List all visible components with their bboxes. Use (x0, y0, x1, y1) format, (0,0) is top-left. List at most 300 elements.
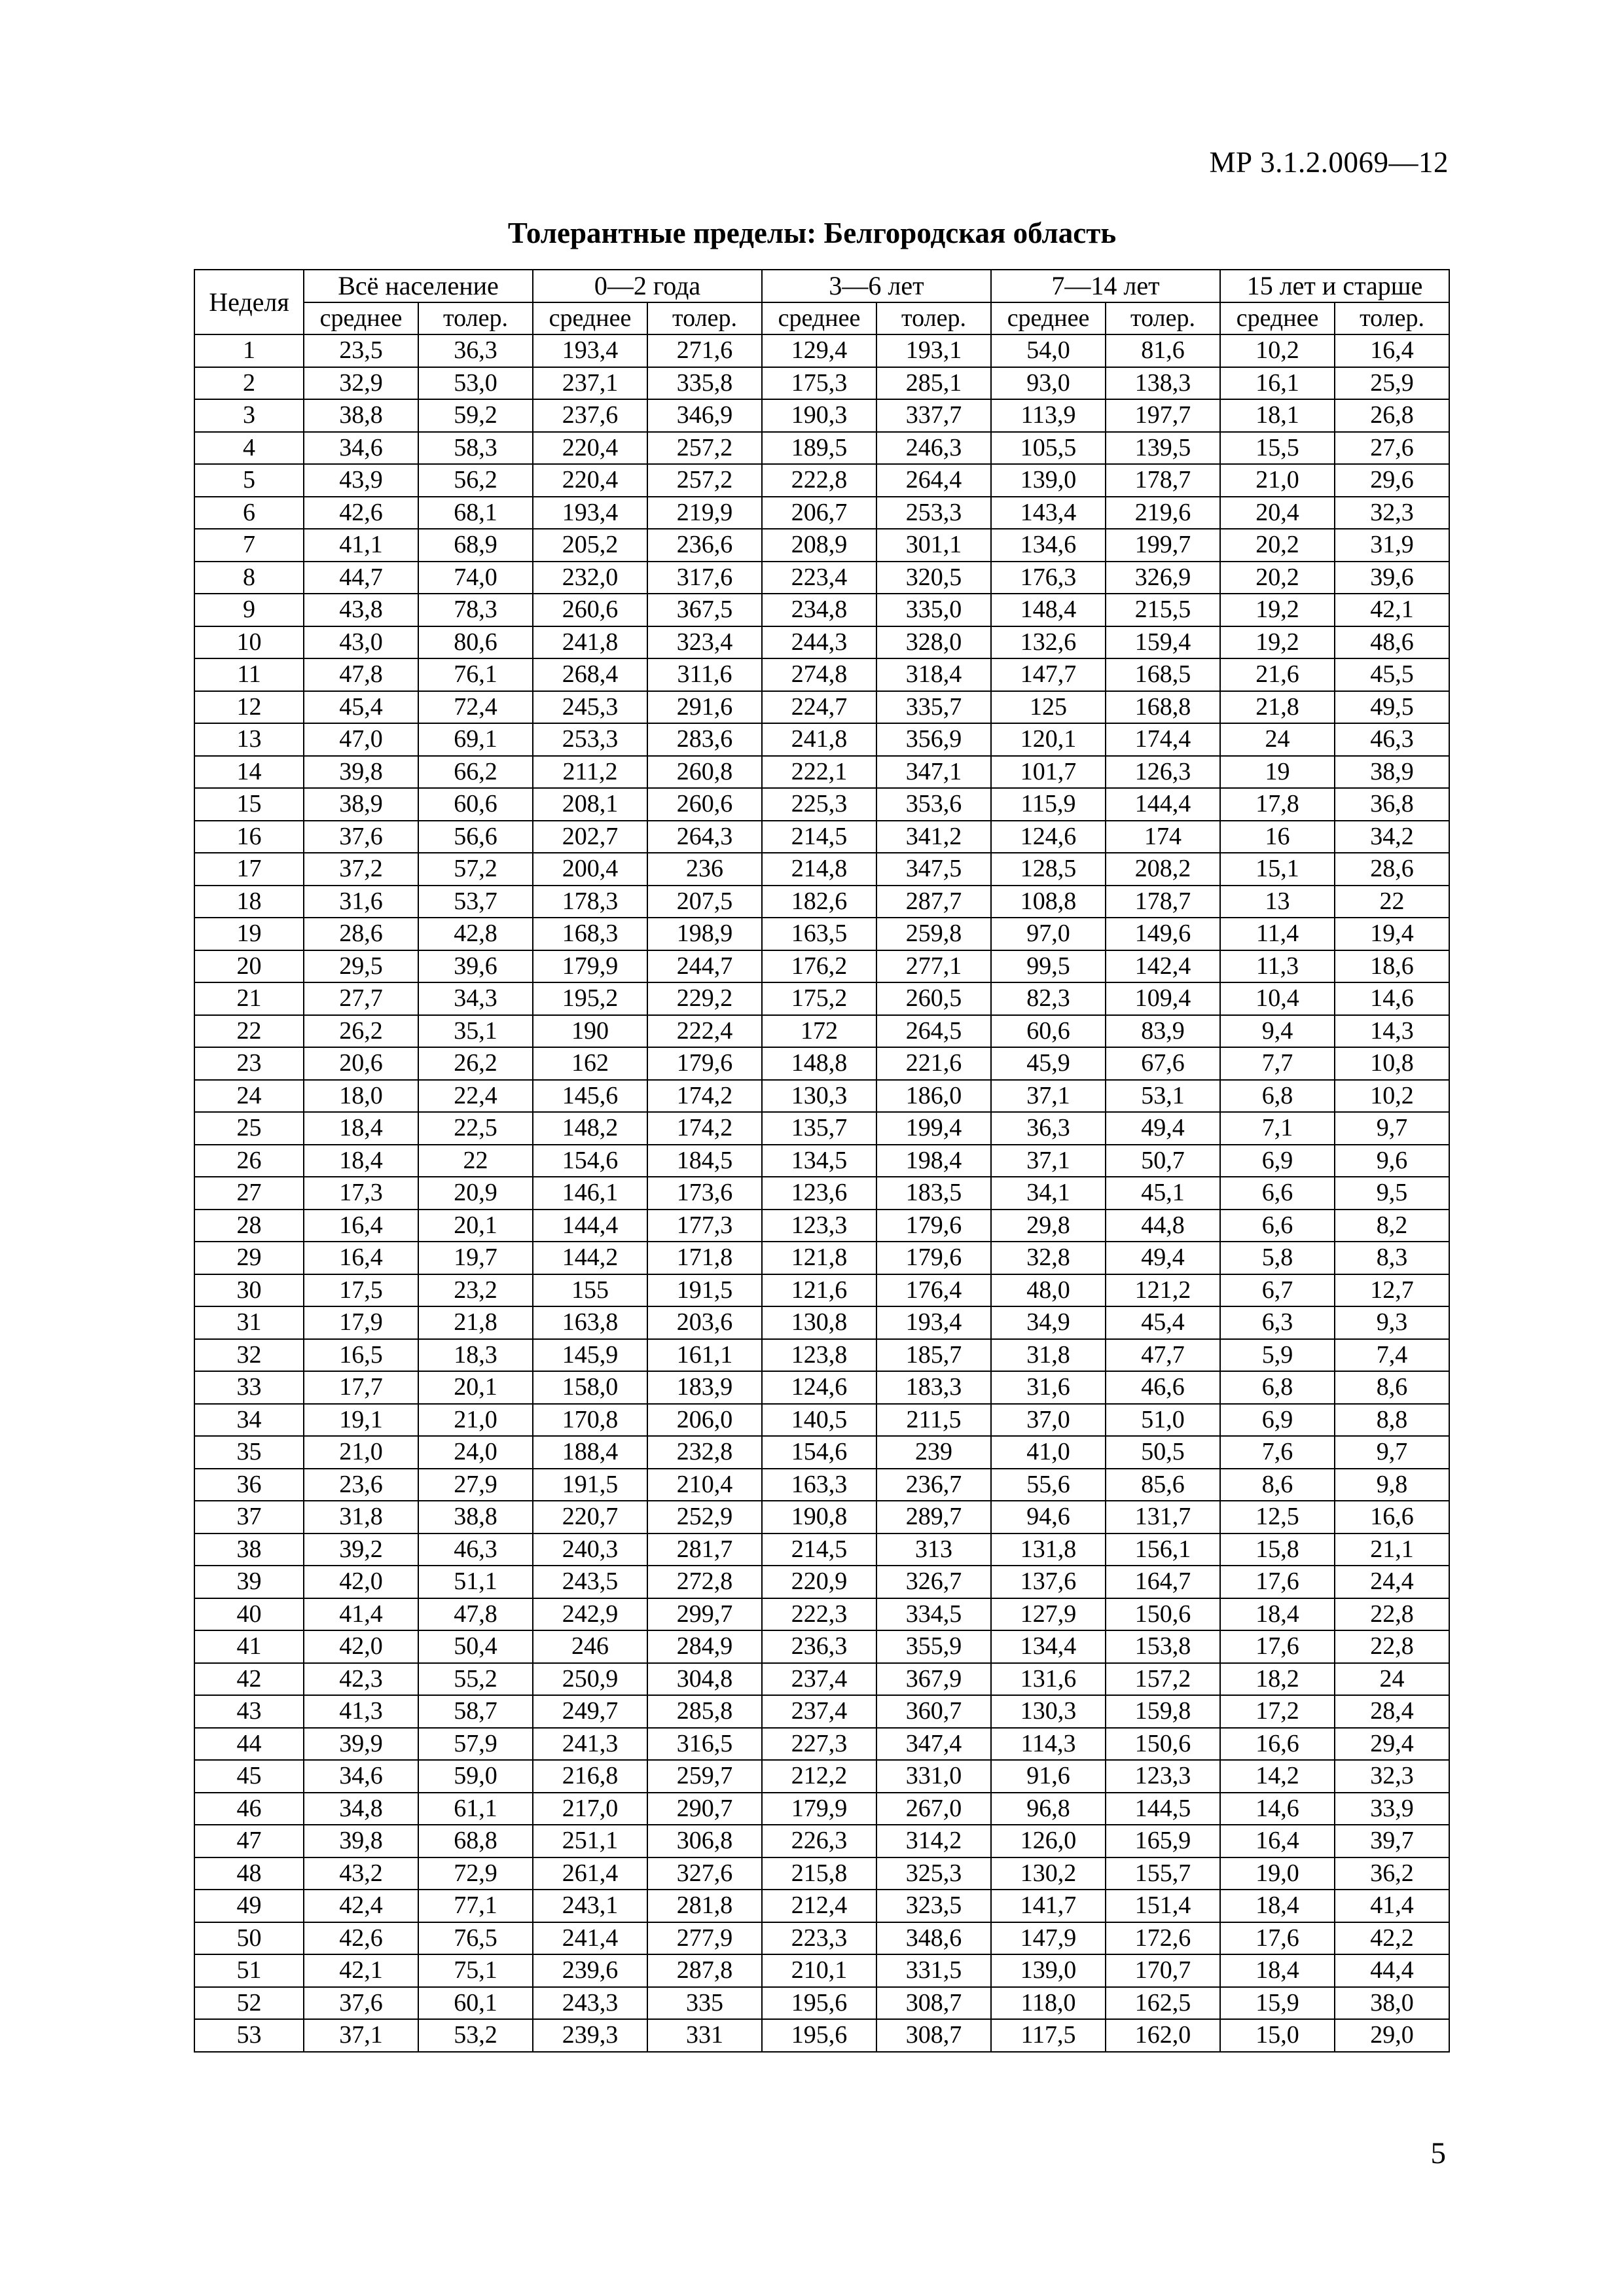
value-cell: 24 (1220, 723, 1335, 756)
week-cell: 3 (194, 399, 304, 432)
value-cell: 5,8 (1220, 1242, 1335, 1274)
value-cell: 26,2 (304, 1015, 418, 1048)
value-cell: 85,6 (1106, 1469, 1220, 1501)
value-cell: 198,4 (876, 1145, 991, 1177)
group-header-0-2: 0—2 года (533, 270, 762, 302)
value-cell: 81,6 (1106, 334, 1220, 367)
week-cell: 40 (194, 1598, 304, 1631)
value-cell: 314,2 (876, 1825, 991, 1857)
value-cell: 179,6 (647, 1047, 762, 1080)
value-cell: 10,2 (1220, 334, 1335, 367)
subheader-toler: толер. (876, 302, 991, 335)
value-cell: 335,0 (876, 594, 991, 626)
value-cell: 19,0 (1220, 1857, 1335, 1890)
value-cell: 188,4 (533, 1436, 647, 1469)
value-cell: 154,6 (762, 1436, 876, 1469)
subheader-mean: среднее (991, 302, 1106, 335)
group-header-7-14: 7—14 лет (991, 270, 1220, 302)
value-cell: 32,3 (1335, 497, 1449, 529)
value-cell: 39,7 (1335, 1825, 1449, 1857)
value-cell: 39,9 (304, 1728, 418, 1761)
value-cell: 299,7 (647, 1598, 762, 1631)
value-cell: 272,8 (647, 1566, 762, 1598)
value-cell: 42,2 (1335, 1922, 1449, 1955)
value-cell: 179,6 (876, 1242, 991, 1274)
value-cell: 21,0 (418, 1404, 533, 1437)
value-cell: 59,0 (418, 1760, 533, 1793)
value-cell: 195,6 (762, 2019, 876, 2052)
value-cell: 34,1 (991, 1177, 1106, 1210)
value-cell: 183,5 (876, 1177, 991, 1210)
table-row (194, 367, 1449, 400)
value-cell: 220,4 (533, 464, 647, 497)
value-cell: 264,4 (876, 464, 991, 497)
value-cell: 195,6 (762, 1987, 876, 2020)
value-cell: 325,3 (876, 1857, 991, 1890)
value-cell: 37,1 (991, 1145, 1106, 1177)
value-cell: 124,6 (762, 1371, 876, 1404)
value-cell: 244,7 (647, 950, 762, 983)
value-cell: 6,8 (1220, 1371, 1335, 1404)
value-cell: 335,7 (876, 691, 991, 724)
value-cell: 38,9 (1335, 756, 1449, 789)
value-cell: 164,7 (1106, 1566, 1220, 1598)
value-cell: 326,7 (876, 1566, 991, 1598)
value-cell: 16 (1220, 821, 1335, 853)
value-cell: 108,8 (991, 886, 1106, 918)
value-cell: 347,1 (876, 756, 991, 789)
value-cell: 193,1 (876, 334, 991, 367)
value-cell: 16,1 (1220, 367, 1335, 400)
week-cell: 46 (194, 1793, 304, 1825)
table-row (194, 788, 1449, 821)
value-cell: 291,6 (647, 691, 762, 724)
value-cell: 26,2 (418, 1047, 533, 1080)
value-cell: 41,4 (1335, 1890, 1449, 1922)
value-cell: 222,3 (762, 1598, 876, 1631)
value-cell: 12,7 (1335, 1274, 1449, 1307)
value-cell: 323,4 (647, 626, 762, 659)
value-cell: 14,6 (1220, 1793, 1335, 1825)
value-cell: 367,9 (876, 1663, 991, 1696)
value-cell: 212,4 (762, 1890, 876, 1922)
week-cell: 15 (194, 788, 304, 821)
value-cell: 232,0 (533, 562, 647, 594)
value-cell: 176,4 (876, 1274, 991, 1307)
value-cell: 42,0 (304, 1566, 418, 1598)
value-cell: 253,3 (533, 723, 647, 756)
value-cell: 220,9 (762, 1566, 876, 1598)
subheader-toler: толер. (1335, 302, 1449, 335)
value-cell: 144,4 (1106, 788, 1220, 821)
table-row (194, 1534, 1449, 1566)
value-cell: 198,9 (647, 918, 762, 950)
value-cell: 185,7 (876, 1339, 991, 1372)
value-cell: 69,1 (418, 723, 533, 756)
table-row (194, 1469, 1449, 1501)
table-row (194, 982, 1449, 1015)
value-cell: 38,9 (304, 788, 418, 821)
value-cell: 331,0 (876, 1760, 991, 1793)
value-cell: 183,3 (876, 1371, 991, 1404)
week-cell: 14 (194, 756, 304, 789)
value-cell: 211,5 (876, 1404, 991, 1437)
value-cell: 139,0 (991, 1954, 1106, 1987)
value-cell: 29,0 (1335, 2019, 1449, 2052)
week-cell: 31 (194, 1306, 304, 1339)
value-cell: 175,3 (762, 367, 876, 400)
value-cell: 11,3 (1220, 950, 1335, 983)
value-cell: 150,6 (1106, 1598, 1220, 1631)
value-cell: 168,3 (533, 918, 647, 950)
week-cell: 1 (194, 334, 304, 367)
value-cell: 212,2 (762, 1760, 876, 1793)
week-cell: 26 (194, 1145, 304, 1177)
value-cell: 259,7 (647, 1760, 762, 1793)
value-cell: 22,4 (418, 1080, 533, 1113)
week-cell: 50 (194, 1922, 304, 1955)
table-row (194, 1404, 1449, 1437)
value-cell: 17,7 (304, 1371, 418, 1404)
value-cell: 268,4 (533, 658, 647, 691)
value-cell: 33,9 (1335, 1793, 1449, 1825)
week-cell: 27 (194, 1177, 304, 1210)
value-cell: 236,6 (647, 529, 762, 562)
table-row (194, 562, 1449, 594)
value-cell: 223,3 (762, 1922, 876, 1955)
value-cell: 14,3 (1335, 1015, 1449, 1048)
value-cell: 45,1 (1106, 1177, 1220, 1210)
value-cell: 17,6 (1220, 1630, 1335, 1663)
value-cell: 337,7 (876, 399, 991, 432)
week-cell: 33 (194, 1371, 304, 1404)
value-cell: 6,6 (1220, 1177, 1335, 1210)
week-cell: 29 (194, 1242, 304, 1274)
week-cell: 49 (194, 1890, 304, 1922)
value-cell: 22,8 (1335, 1598, 1449, 1631)
table-row (194, 1922, 1449, 1955)
value-cell: 59,2 (418, 399, 533, 432)
value-cell: 19,7 (418, 1242, 533, 1274)
value-cell: 174,2 (647, 1080, 762, 1113)
value-cell: 179,9 (762, 1793, 876, 1825)
value-cell: 139,5 (1106, 432, 1220, 465)
table-row (194, 399, 1449, 432)
value-cell: 176,3 (991, 562, 1106, 594)
value-cell: 134,6 (991, 529, 1106, 562)
week-cell: 45 (194, 1760, 304, 1793)
value-cell: 123,8 (762, 1339, 876, 1372)
value-cell: 229,2 (647, 982, 762, 1015)
value-cell: 151,4 (1106, 1890, 1220, 1922)
value-cell: 257,2 (647, 464, 762, 497)
subheader-mean: среднее (1220, 302, 1335, 335)
table-row (194, 1987, 1449, 2020)
value-cell: 9,3 (1335, 1306, 1449, 1339)
value-cell: 82,3 (991, 982, 1106, 1015)
value-cell: 31,6 (304, 886, 418, 918)
value-cell: 341,2 (876, 821, 991, 853)
value-cell: 44,4 (1335, 1954, 1449, 1987)
value-cell: 260,6 (533, 594, 647, 626)
value-cell: 45,5 (1335, 658, 1449, 691)
value-cell: 42,6 (304, 1922, 418, 1955)
value-cell: 36,3 (991, 1112, 1106, 1145)
table-row (194, 1080, 1449, 1113)
value-cell: 42,4 (304, 1890, 418, 1922)
value-cell: 173,6 (647, 1177, 762, 1210)
value-cell: 43,0 (304, 626, 418, 659)
value-cell: 172,6 (1106, 1922, 1220, 1955)
value-cell: 162 (533, 1047, 647, 1080)
table-row (194, 1890, 1449, 1922)
week-cell: 36 (194, 1469, 304, 1501)
table-row (194, 1566, 1449, 1598)
table-row (194, 1695, 1449, 1728)
value-cell: 16,4 (1335, 334, 1449, 367)
value-cell: 56,2 (418, 464, 533, 497)
value-cell: 219,6 (1106, 497, 1220, 529)
value-cell: 43,9 (304, 464, 418, 497)
value-cell: 97,0 (991, 918, 1106, 950)
value-cell: 34,6 (304, 432, 418, 465)
value-cell: 159,4 (1106, 626, 1220, 659)
table-row (194, 1954, 1449, 1987)
value-cell: 225,3 (762, 788, 876, 821)
week-cell: 35 (194, 1436, 304, 1469)
table-row (194, 853, 1449, 886)
value-cell: 15,1 (1220, 853, 1335, 886)
value-cell: 177,3 (647, 1210, 762, 1242)
value-cell: 311,6 (647, 658, 762, 691)
value-cell: 301,1 (876, 529, 991, 562)
value-cell: 61,1 (418, 1793, 533, 1825)
week-cell: 53 (194, 2019, 304, 2052)
tolerance-table (194, 269, 1450, 2053)
table-title: Толерантные пределы: Белгородская область (507, 217, 1117, 249)
value-cell: 334,5 (876, 1598, 991, 1631)
week-cell: 4 (194, 432, 304, 465)
value-cell: 174,2 (647, 1112, 762, 1145)
value-cell: 29,6 (1335, 464, 1449, 497)
value-cell: 131,6 (991, 1663, 1106, 1696)
value-cell: 237,1 (533, 367, 647, 400)
value-cell: 32,8 (991, 1242, 1106, 1274)
value-cell: 20,2 (1220, 562, 1335, 594)
value-cell: 21,0 (304, 1436, 418, 1469)
table-row (194, 1825, 1449, 1857)
value-cell: 214,8 (762, 853, 876, 886)
value-cell: 277,9 (647, 1922, 762, 1955)
value-cell: 27,6 (1335, 432, 1449, 465)
value-cell: 41,1 (304, 529, 418, 562)
value-cell: 118,0 (991, 1987, 1106, 2020)
value-cell: 186,0 (876, 1080, 991, 1113)
value-cell: 261,4 (533, 1857, 647, 1890)
value-cell: 15,8 (1220, 1534, 1335, 1566)
value-cell: 159,8 (1106, 1695, 1220, 1728)
value-cell: 239,3 (533, 2019, 647, 2052)
value-cell: 232,8 (647, 1436, 762, 1469)
value-cell: 130,3 (991, 1695, 1106, 1728)
value-cell: 316,5 (647, 1728, 762, 1761)
table-row (194, 1210, 1449, 1242)
value-cell: 72,4 (418, 691, 533, 724)
value-cell: 37,2 (304, 853, 418, 886)
value-cell: 148,8 (762, 1047, 876, 1080)
value-cell: 161,1 (647, 1339, 762, 1372)
value-cell: 148,4 (991, 594, 1106, 626)
value-cell: 26,8 (1335, 399, 1449, 432)
value-cell: 41,4 (304, 1598, 418, 1631)
value-cell: 123,3 (762, 1210, 876, 1242)
table-row (194, 626, 1449, 659)
week-cell: 22 (194, 1015, 304, 1048)
value-cell: 55,6 (991, 1469, 1106, 1501)
value-cell: 123,3 (1106, 1760, 1220, 1793)
value-cell: 17,2 (1220, 1695, 1335, 1728)
value-cell: 8,6 (1335, 1371, 1449, 1404)
value-cell: 174,4 (1106, 723, 1220, 756)
table-row (194, 918, 1449, 950)
value-cell: 10,8 (1335, 1047, 1449, 1080)
value-cell: 283,6 (647, 723, 762, 756)
value-cell: 205,2 (533, 529, 647, 562)
value-cell: 17,9 (304, 1306, 418, 1339)
value-cell: 190,3 (762, 399, 876, 432)
value-cell: 42,8 (418, 918, 533, 950)
value-cell: 18,4 (1220, 1598, 1335, 1631)
value-cell: 49,4 (1106, 1112, 1220, 1145)
value-cell: 18,4 (1220, 1890, 1335, 1922)
table-row (194, 1760, 1449, 1793)
value-cell: 313 (876, 1534, 991, 1566)
value-cell: 199,4 (876, 1112, 991, 1145)
value-cell: 37,1 (304, 2019, 418, 2052)
table-row (194, 2019, 1449, 2052)
value-cell: 134,5 (762, 1145, 876, 1177)
value-cell: 162,5 (1106, 1987, 1220, 2020)
value-cell: 126,3 (1106, 756, 1220, 789)
value-cell: 326,9 (1106, 562, 1220, 594)
value-cell: 14,2 (1220, 1760, 1335, 1793)
week-cell: 30 (194, 1274, 304, 1307)
table-row (194, 950, 1449, 983)
table-body (194, 334, 1449, 2052)
value-cell: 39,6 (1335, 562, 1449, 594)
value-cell: 190 (533, 1015, 647, 1048)
value-cell: 175,2 (762, 982, 876, 1015)
value-cell: 49,5 (1335, 691, 1449, 724)
value-cell: 19 (1220, 756, 1335, 789)
week-cell: 9 (194, 594, 304, 626)
value-cell: 190,8 (762, 1501, 876, 1534)
value-cell: 244,3 (762, 626, 876, 659)
value-cell: 20,9 (418, 1177, 533, 1210)
subheader-mean: среднее (762, 302, 876, 335)
value-cell: 66,2 (418, 756, 533, 789)
table-row (194, 1793, 1449, 1825)
value-cell: 29,5 (304, 950, 418, 983)
value-cell: 45,4 (1106, 1306, 1220, 1339)
value-cell: 236,7 (876, 1469, 991, 1501)
table-row (194, 1371, 1449, 1404)
subheader-mean: среднее (533, 302, 647, 335)
value-cell: 347,5 (876, 853, 991, 886)
value-cell: 20,4 (1220, 497, 1335, 529)
value-cell: 129,4 (762, 334, 876, 367)
value-cell: 34,3 (418, 982, 533, 1015)
week-cell: 19 (194, 918, 304, 950)
value-cell: 243,5 (533, 1566, 647, 1598)
table-row (194, 594, 1449, 626)
value-cell: 222,1 (762, 756, 876, 789)
table-row (194, 1436, 1449, 1469)
value-cell: 241,3 (533, 1728, 647, 1761)
value-cell: 243,1 (533, 1890, 647, 1922)
value-cell: 42,1 (1335, 594, 1449, 626)
value-cell: 43,8 (304, 594, 418, 626)
value-cell: 44,7 (304, 562, 418, 594)
value-cell: 284,9 (647, 1630, 762, 1663)
value-cell: 183,9 (647, 1371, 762, 1404)
value-cell: 23,2 (418, 1274, 533, 1307)
week-cell: 13 (194, 723, 304, 756)
value-cell: 35,1 (418, 1015, 533, 1048)
value-cell: 208,9 (762, 529, 876, 562)
value-cell: 163,3 (762, 1469, 876, 1501)
value-cell: 290,7 (647, 1793, 762, 1825)
value-cell: 189,5 (762, 432, 876, 465)
value-cell: 38,8 (304, 399, 418, 432)
value-cell: 42,3 (304, 1663, 418, 1696)
value-cell: 6,9 (1220, 1404, 1335, 1437)
value-cell: 139,0 (991, 464, 1106, 497)
value-cell: 147,9 (991, 1922, 1106, 1955)
value-cell: 267,0 (876, 1793, 991, 1825)
value-cell: 145,6 (533, 1080, 647, 1113)
table-row (194, 1047, 1449, 1080)
value-cell: 7,4 (1335, 1339, 1449, 1372)
value-cell: 260,8 (647, 756, 762, 789)
value-cell: 29,8 (991, 1210, 1106, 1242)
table-row (194, 1663, 1449, 1696)
value-cell: 124,6 (991, 821, 1106, 853)
value-cell: 170,7 (1106, 1954, 1220, 1987)
value-cell: 171,8 (647, 1242, 762, 1274)
value-cell: 72,9 (418, 1857, 533, 1890)
value-cell: 195,2 (533, 982, 647, 1015)
subheader-toler: толер. (418, 302, 533, 335)
value-cell: 17,3 (304, 1177, 418, 1210)
value-cell: 34,8 (304, 1793, 418, 1825)
value-cell: 356,9 (876, 723, 991, 756)
value-cell: 15,5 (1220, 432, 1335, 465)
value-cell: 219,9 (647, 497, 762, 529)
value-cell: 7,7 (1220, 1047, 1335, 1080)
value-cell: 308,7 (876, 2019, 991, 2052)
value-cell: 17,6 (1220, 1922, 1335, 1955)
value-cell: 46,6 (1106, 1371, 1220, 1404)
value-cell: 38,0 (1335, 1987, 1449, 2020)
value-cell: 178,7 (1106, 464, 1220, 497)
value-cell: 306,8 (647, 1825, 762, 1857)
value-cell: 18,1 (1220, 399, 1335, 432)
value-cell: 60,1 (418, 1987, 533, 2020)
value-cell: 8,8 (1335, 1404, 1449, 1437)
value-cell: 76,5 (418, 1922, 533, 1955)
value-cell: 130,2 (991, 1857, 1106, 1890)
